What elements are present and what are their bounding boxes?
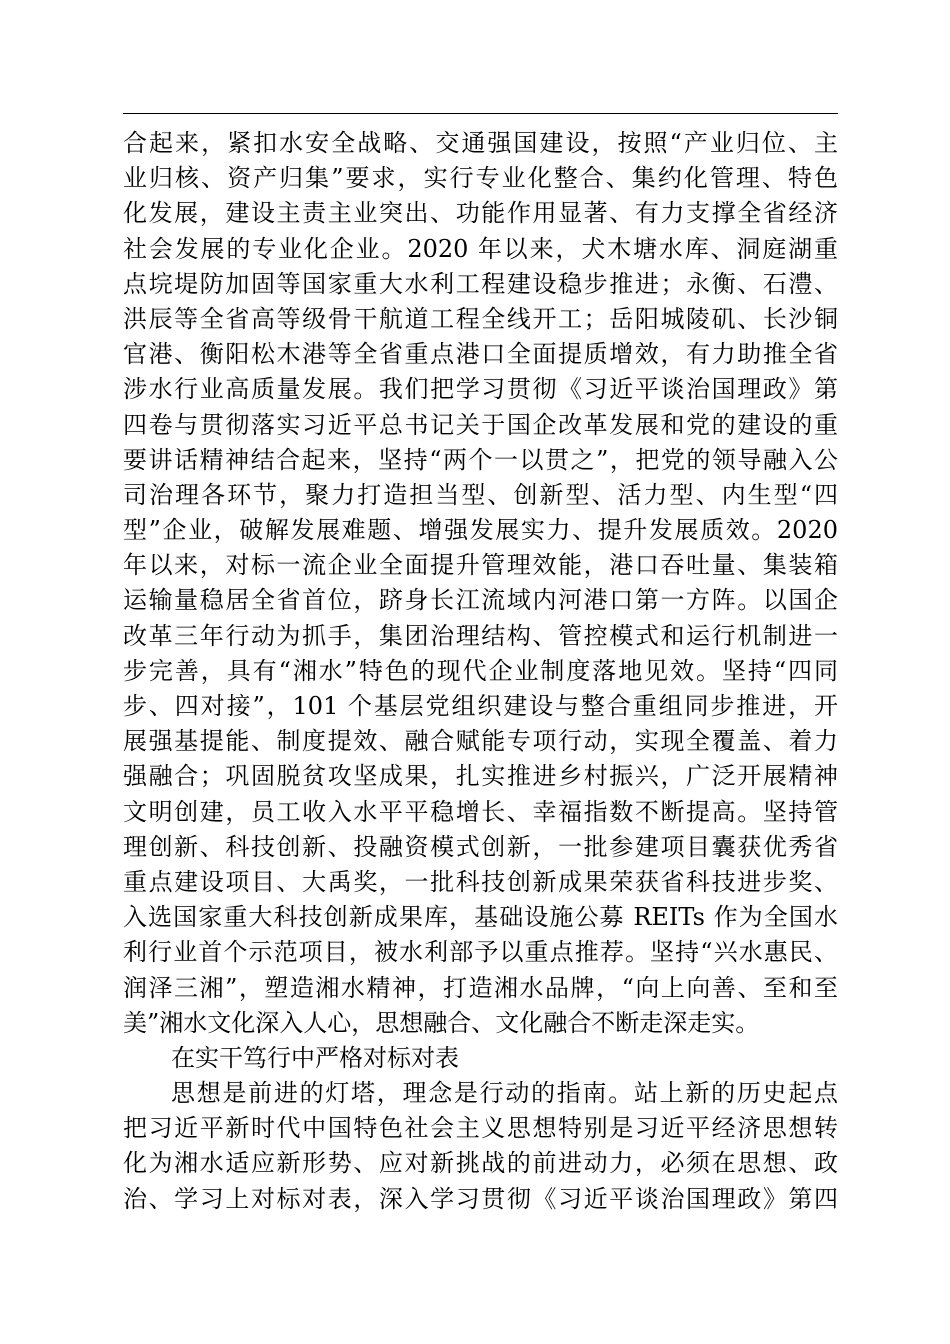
text-line: 润泽三湘”，塑造湘水精神，打造湘水品牌，“向上向善、至和至	[123, 973, 838, 1002]
text-line: 型”企业，破解发展难题、增强发展实力、提升发展质效。2020	[123, 516, 838, 545]
text-line: 理创新、科技创新、投融资模式创新，一批参建项目囊获优秀省	[123, 832, 838, 861]
text-line: 利行业首个示范项目，被水利部予以重点推荐。坚持“兴水惠民、	[123, 938, 838, 967]
document-body	[123, 126, 838, 1217]
text-line: 入选国家重大科技创新成果库，基础设施公募 REITs 作为全国水	[123, 903, 838, 932]
section-heading: 在实干笃行中严格对标对表	[171, 1043, 459, 1072]
text-line: 年以来，对标一流企业全面提升管理效能，港口吞吐量、集装箱	[123, 551, 838, 580]
text-line: 洪辰等全省高等级骨干航道工程全线开工；岳阳城陵矶、长沙铜	[123, 304, 838, 333]
text-line: 步完善，具有“湘水”特色的现代企业制度落地见效。坚持“四同	[123, 656, 838, 685]
text-line: 要讲话精神结合起来，坚持“两个一以贯之”，把党的领导融入公	[123, 445, 838, 474]
text-line: 重点建设项目、大禹奖，一批科技创新成果荣获省科技进步奖、	[123, 867, 838, 896]
text-line: 四卷与贯彻落实习近平总书记关于国企改革发展和党的建设的重	[123, 410, 838, 439]
paragraph-1	[123, 126, 838, 1041]
text-line: 美”湘水文化深入人心，思想融合、文化融合不断走深走实。	[123, 1008, 760, 1037]
text-line: 运输量稳居全省首位，跻身长江流域内河港口第一方阵。以国企	[123, 586, 838, 615]
text-line: 强融合；巩固脱贫攻坚成果，扎实推进乡村振兴，广泛开展精神	[123, 762, 838, 791]
text-line: 社会发展的专业化企业。2020 年以来，犬木塘水库、洞庭湖重	[123, 234, 838, 263]
text-line: 改革三年行动为抓手，集团治理结构、管控模式和运行机制进一	[123, 621, 838, 650]
text-line: 治、学习上对标对表，深入学习贯彻《习近平谈治国理政》第四	[123, 1184, 838, 1213]
text-line: 点垸堤防加固等国家重大水利工程建设稳步推进；永衡、石澧、	[123, 269, 838, 298]
text-line: 官港、衡阳松木港等全省重点港口全面提质增效，有力助推全省	[123, 340, 838, 369]
text-line: 化发展，建设主责主业突出、功能作用显著、有力支撑全省经济	[123, 199, 838, 228]
text-line: 化为湘水适应新形势、应对新挑战的前进动力，必须在思想、政	[123, 1149, 838, 1178]
text-line: 涉水行业高质量发展。我们把学习贯彻《习近平谈治国理政》第	[123, 375, 838, 404]
text-line: 把习近平新时代中国特色社会主义思想特别是习近平经济思想转	[123, 1114, 838, 1143]
text-line: 展强基提能、制度提效、融合赋能专项行动，实现全覆盖、着力	[123, 727, 838, 756]
text-line: 司治理各环节，聚力打造担当型、创新型、活力型、内生型“四	[123, 480, 838, 509]
header-rule	[123, 113, 838, 114]
text-line: 业归核、资产归集”要求，实行专业化整合、集约化管理、特色	[123, 164, 838, 193]
text-line: 文明创建，员工收入水平平稳增长、幸福指数不断提高。坚持管	[123, 797, 838, 826]
text-line: 步、四对接”，101 个基层党组织建设与整合重组同步推进，开	[123, 692, 838, 720]
text-line: 合起来，紧扣水安全战略、交通强国建设，按照“产业归位、主	[123, 129, 838, 157]
text-line: 思想是前进的灯塔，理念是行动的指南。站上新的历史起点	[171, 1079, 838, 1108]
paragraph-2	[123, 1076, 838, 1217]
